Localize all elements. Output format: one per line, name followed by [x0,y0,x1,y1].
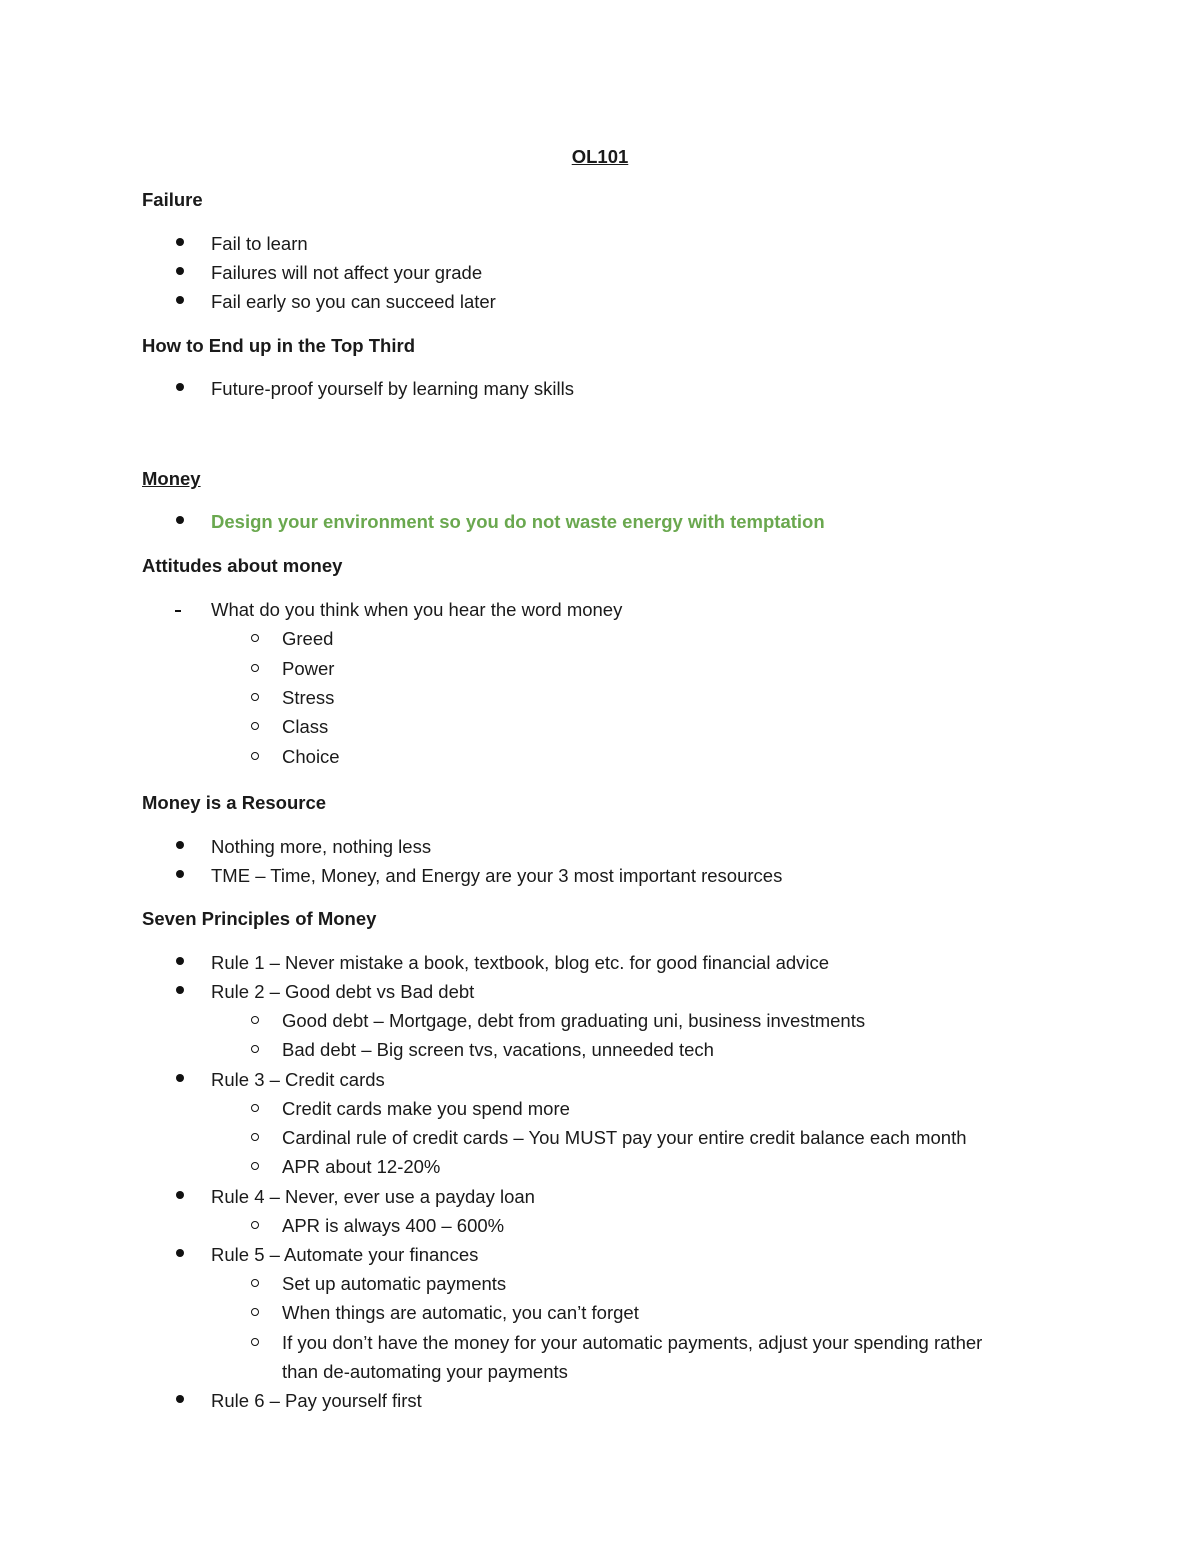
dash-icon [175,610,181,612]
rule-item: Rule 6 – Pay yourself first [211,1390,422,1411]
heading-resource: Money is a Resource [142,792,327,813]
top-third-item: Future-proof yourself by learning many skills [211,378,574,399]
heading-failure: Failure [142,189,203,210]
rule-sub-item: APR about 12-20% [282,1156,441,1177]
failure-item: Failures will not affect your grade [211,262,483,283]
attitude-answer: Greed [282,628,334,649]
heading-principles: Seven Principles of Money [142,908,377,929]
bullet-icon [176,1395,184,1403]
rule-sub-item: Bad debt – Big screen tvs, vacations, unneeded tech [282,1039,714,1060]
circle-bullet-icon [251,693,259,701]
attitude-answer: Power [282,658,335,679]
bullet-icon [176,383,184,391]
bullet-icon [176,1191,184,1199]
rule-sub-item: Credit cards make you spend more [282,1098,570,1119]
bullet-icon [176,267,184,275]
heading-top-third: How to End up in the Top Third [142,335,415,356]
circle-bullet-icon [251,1045,259,1053]
circle-bullet-icon [251,664,259,672]
rule-sub-item: Cardinal rule of credit cards – You MUST pay your entire credit balance each month [282,1127,967,1148]
bullet-icon [176,1249,184,1257]
failure-item: Fail early so you can succeed later [211,291,496,312]
heading-money: Money [142,468,201,489]
circle-bullet-icon [251,752,259,760]
circle-bullet-icon [251,722,259,730]
rule-sub-item: Good debt – Mortgage, debt from graduating uni, business investments [282,1010,866,1031]
heading-attitudes: Attitudes about money [142,555,343,576]
rule-item: Rule 1 – Never mistake a book, textbook, blog etc. for good financial advice [211,952,830,973]
bullet-icon [176,516,184,524]
bullet-icon [176,986,184,994]
circle-bullet-icon [251,1133,259,1141]
rule-sub-item: APR is always 400 – 600% [282,1215,505,1236]
circle-bullet-icon [251,634,259,642]
rule-item: Rule 3 – Credit cards [211,1069,385,1090]
bullet-icon [176,957,184,965]
circle-bullet-icon [251,1279,259,1287]
attitude-answer: Choice [282,746,340,767]
circle-bullet-icon [251,1221,259,1229]
document-title: OL101 [571,146,629,167]
rule-item: Rule 2 – Good debt vs Bad debt [211,981,475,1002]
circle-bullet-icon [251,1338,259,1346]
failure-item: Fail to learn [211,233,308,254]
attitude-answer: Stress [282,687,335,708]
money-highlight-item: Design your environment so you do not waste energy with temptation [211,511,825,532]
rule-item: Rule 5 – Automate your finances [211,1244,479,1265]
circle-bullet-icon [251,1308,259,1316]
bullet-icon [176,238,184,246]
bullet-icon [176,841,184,849]
resource-item: Nothing more, nothing less [211,836,432,857]
rule-sub-item: If you don’t have the money for your automatic payments, adjust your spending rather [282,1332,983,1353]
attitudes-question: What do you think when you hear the word money [211,599,623,620]
bullet-icon [176,296,184,304]
rule-sub-item: When things are automatic, you can’t forget [282,1302,639,1323]
resource-item: TME – Time, Money, and Energy are your 3 most important resources [211,865,783,886]
circle-bullet-icon [251,1104,259,1112]
circle-bullet-icon [251,1162,259,1170]
attitude-answer: Class [282,716,329,737]
rule-sub-item: Set up automatic payments [282,1273,507,1294]
bullet-icon [176,1074,184,1082]
rule-sub-item-continuation: than de-automating your payments [282,1361,568,1382]
rule-item: Rule 4 – Never, ever use a payday loan [211,1186,535,1207]
bullet-icon [176,870,184,878]
circle-bullet-icon [251,1016,259,1024]
